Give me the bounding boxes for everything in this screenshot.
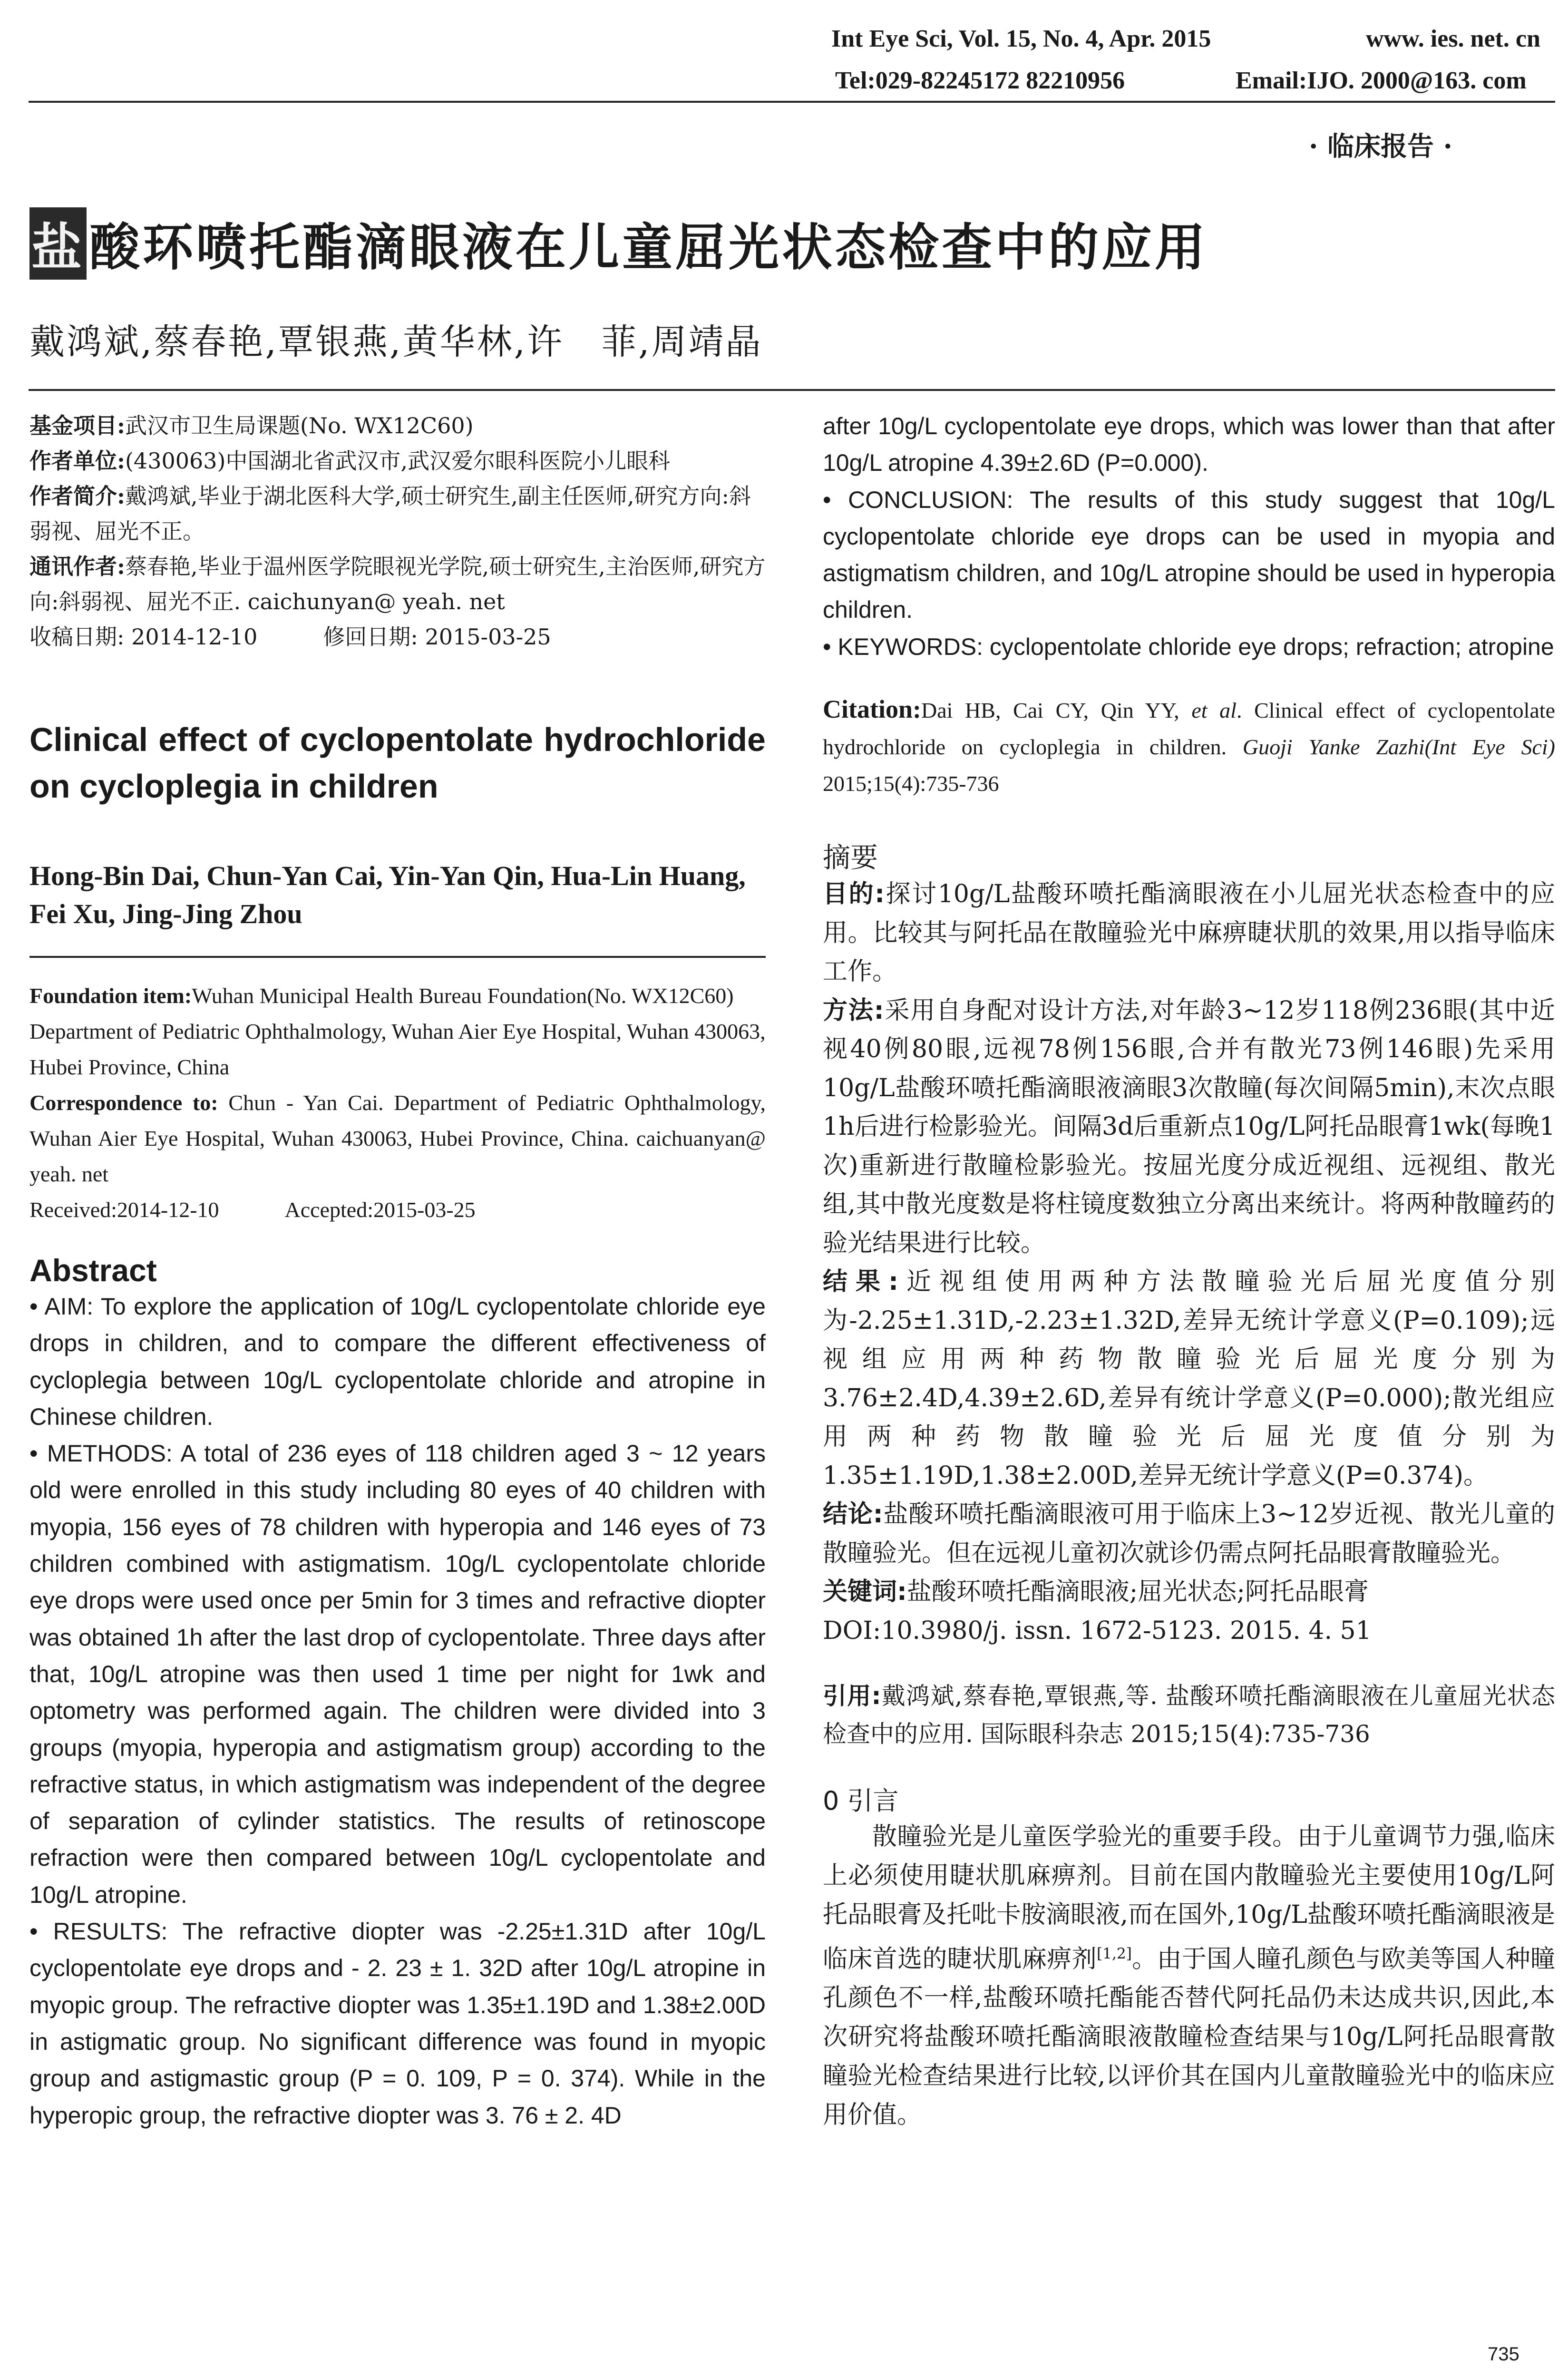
fund-line: 基金项目:武汉市卫生局课题(No. WX12C60) — [29, 413, 474, 438]
citation-cn: 引用:戴鸿斌,蔡春艳,覃银燕,等. 盐酸环喷托酯滴眼液在儿童屈光状态检查中的应用. 国际眼科杂志 2015;15(4):735-736 — [823, 1682, 1555, 1748]
abstract-heading: Abstract — [29, 1253, 157, 1288]
english-authors: Hong-Bin Dai, Chun-Yan Cai, Yin-Yan Qin, Hua-Lin Huang, Fei Xu, Jing-Jing Zhou — [29, 860, 746, 929]
title-rest: 酸环喷托酯滴眼液在儿童屈光状态检查中的应用 — [89, 218, 1208, 277]
abstract-cn-conclusion: 结论:盐酸环喷托酯滴眼液可用于临床上3~12岁近视、散光儿童的散瞳验光。但在远视儿童初次就诊仍需点阿托品眼膏散瞳验光。 — [823, 1500, 1556, 1568]
abstract-cn-results: 结果:近视组使用两种方法散瞳验光后屈光度值分别为-2.25±1.31D,-2.23±1.32D,差异无统计学意义(P=0.109);远视组应用两种药物散瞳验光后屈光度分别为3.76±2.4D,4.39±2.6D,差异有统计学意义(P=0.000);散光组应用两种药物散瞳验光后屈光度值分别为1.35±1.19D,1.38±2.00D,差异无统计学意义(P=0.374)。 — [823, 1267, 1555, 1490]
abstract-results: • RESULTS: The refractive diopter was -2.25±1.31D after 10g/L cyclopentolate eye drops and - 2. 23 ± 1. 32D after 10g/L atropine in myopic group. The refractive diopter was 1.35±1.19D and 1.38±2.00D in astigmatic group. No significant difference was found in myopic group and astigmastic group (P = 0. 109, P = 0. 374). While in the hyperopic group, the refractive diopter was 3. 76 ± 2. 4D — [29, 1918, 766, 2129]
section-tag: · 临床报告 · — [1309, 131, 1452, 162]
right-column — [823, 408, 1555, 2134]
abstract-cn-heading: 摘要 — [823, 841, 878, 874]
abstract-keywords: • KEYWORDS: cyclopentolate chloride eye drops; refraction; atropine — [823, 633, 1554, 660]
authors-rule — [29, 933, 766, 958]
journal-website[interactable]: www. ies. net. cn — [1366, 25, 1540, 52]
abstract-cn-aim: 目的:探讨10g/L盐酸环喷托酯滴眼液在小儿屈光状态检查中的应用。比较其与阿托品在散瞳验光中麻痹睫状肌的效果,用以指导临床工作。 — [823, 880, 1556, 986]
dates-cn: 收稿日期: 2014-12-10 修回日期: 2015-03-25 — [29, 624, 551, 650]
abstract-aim: • AIM: To explore the application of 10g/L cyclopentolate chloride eye drops in children, and to compare the different effectiveness of cycloplegia between 10g/L cyclopentolate chloride and atropine in Chinese children. — [29, 1293, 766, 1430]
received-accepted: Received:2014-12-10 Accepted:2015-03-25 — [29, 1198, 476, 1222]
abstract-cn-keywords: 关键词:盐酸环喷托酯滴眼液;屈光状态;阿托品眼膏 — [823, 1578, 1369, 1607]
abstract-conclusion: • CONCLUSION: The results of this study suggest that 10g/L cyclopentolate chloride eye drops can be used in myopia and astigmatism children, and 10g/L atropine should be used in hyperopia children. — [823, 486, 1555, 623]
bio-line: 作者简介:戴鸿斌,毕业于湖北医科大学,硕士研究生,副主任医师,研究方向:斜弱视、屈光不正。 — [29, 483, 751, 544]
intro-paragraph: 散瞳验光是儿童医学验光的重要手段。由于儿童调节力强,临床上必须使用睫状肌麻痹剂。目前在国内散瞳验光主要使用10g/L阿托品眼膏及托吡卡胺滴眼液,而在国外,10g/L盐酸环喷托酯滴眼液是临床首选的睫状肌麻痹剂[1,2]。由于国人瞳孔颜色与欧美等国人种瞳孔颜色不一样,盐酸环喷托酯能否替代阿托品仍未达成共识,因此,本次研究将盐酸环喷托酯滴眼液散瞳检查结果与10g/L阿托品眼膏散瞳验光检查结果进行比较,以评价其在国内儿童散瞳验光中的临床应用价值。 — [823, 1822, 1555, 2130]
article-title-cn — [29, 207, 1208, 280]
journal-tel: Tel:029-82245172 82210956 — [835, 67, 1125, 94]
doi[interactable]: DOI:10.3980/j. issn. 1672-5123. 2015. 4. 51 — [823, 1616, 1372, 1645]
journal-info: Int Eye Sci, Vol. 15, No. 4, Apr. 2015 — [831, 25, 1211, 52]
reference-marker[interactable]: [1,2] — [1096, 1945, 1132, 1963]
journal-email[interactable]: Email:IJO. 2000@163. com — [1236, 67, 1527, 94]
abstract-results-cont: after 10g/L cyclopentolate eye drops, which was lower than that after 10g/L atropine 4.39±2.6D (P=0.000). — [823, 413, 1555, 477]
english-title: Clinical effect of cyclopentolate hydrochloride on cycloplegia in children — [29, 721, 766, 805]
correspondence: Correspondence to: Chun - Yan Cai. Department of Pediatric Ophthalmology, Wuhan Aier Eye Hospital, Wuhan 430063, Hubei Province, China. caichuanyan@ yeah. net — [29, 1091, 766, 1186]
left-column — [29, 408, 766, 2134]
citation-en: Citation:Dai HB, Cai CY, Qin YY, et al. Clinical effect of cyclopentolate hydrochloride on cycloplegia in children. Guoji Yanke Zazhi(Int Eye Sci) 2015;15(4):735-736 — [823, 695, 1555, 796]
page-number: 735 — [1488, 2344, 1519, 2365]
foundation-item: Foundation item:Wuhan Municipal Health Bureau Foundation(No. WX12C60) — [29, 984, 734, 1008]
department: Department of Pediatric Ophthalmology, Wuhan Aier Eye Hospital, Wuhan 430063, Hubei Province, China — [29, 1019, 766, 1079]
abstract-methods: • METHODS: A total of 236 eyes of 118 children aged 3 ~ 12 years old were enrolled in this study including 80 eyes of 40 children with myopia, 156 eyes of 78 children with hyperopia and 146 eyes of 73 children combined with astigmatism. 10g/L cyclopentolate chloride eye drops were used once per 5min for 3 times and refractive diopter was obtained 1h after the last drop of cyclopentolate. Three days after that, 10g/L atropine was then used 1 time per night for 1wk and optometry was performed again. The children were divided into 3 groups (myopia, hyperopia and astigmatism group) according to the refractive status, in which astigmatism was independent of the degree of separation of cylinder statistics. The results of retinoscope refraction were then compared between 10g/L cyclopentolate and 10g/L atropine. — [29, 1440, 766, 1908]
abstract-cn-methods: 方法:采用自身配对设计方法,对年龄3~12岁118例236眼(其中近视40例80眼,远视78例156眼,合并有散光73例146眼)先采用10g/L盐酸环喷托酯滴眼液滴眼3次散瞳(每次间隔5min),末次点眼1h后进行检影验光。间隔3d后重新点10g/L阿托品眼膏1wk(每晚1次)重新进行散瞳检影验光。按屈光度分成近视组、远视组、散光组,其中散光度数是将柱镜度数独立分离出来统计。将两种散瞳药的验光结果进行比较。 — [823, 996, 1555, 1257]
corr-line: 通讯作者:蔡春艳,毕业于温州医学院眼视光学院,硕士研究生,主治医师,研究方向:斜弱视、屈光不正. caichunyan@ yeah. net — [29, 554, 766, 614]
title-rule — [29, 389, 1555, 391]
intro-heading: 0 引言 — [823, 1786, 899, 1816]
title-initial: 盐 — [29, 207, 87, 280]
authors-cn: 戴鸿斌,蔡春艳,覃银燕,黄华林,许 菲,周靖晶 — [29, 321, 763, 362]
header-rule — [29, 101, 1555, 103]
unit-line: 作者单位:(430063)中国湖北省武汉市,武汉爱尔眼科医院小儿眼科 — [29, 448, 671, 474]
